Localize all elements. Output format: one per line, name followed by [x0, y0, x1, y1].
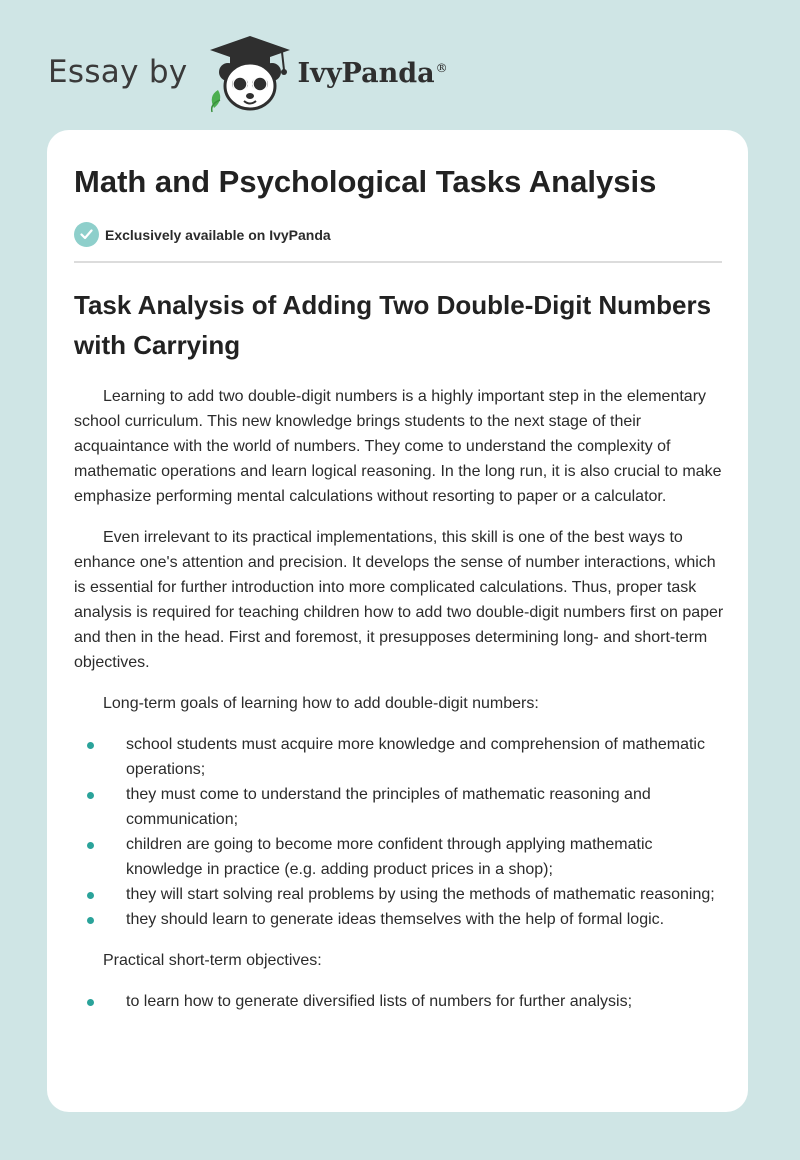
- list-item-text: to learn how to generate diversified lists of numbers for further analysis;: [126, 993, 633, 1010]
- bullet-icon: [87, 917, 94, 924]
- panda-graduate-icon[interactable]: [206, 34, 294, 114]
- list-item: [74, 989, 724, 1014]
- list-item: [74, 882, 724, 907]
- check-icon: [74, 222, 99, 247]
- bullet-icon: [87, 892, 94, 899]
- exclusive-badge-text: Exclusively available on IvyPanda: [105, 226, 331, 243]
- brand-label: IvyPanda: [297, 57, 435, 89]
- bullet-icon: [87, 999, 94, 1006]
- list-item-text: children are going to become more confident through applying mathematic knowledge in practice (e.g. adding product prices in a shop);: [126, 836, 653, 878]
- list-item: [74, 782, 724, 832]
- long-term-goals-list: [74, 732, 724, 932]
- divider: [74, 261, 722, 263]
- paragraph: Even irrelevant to its practical implementations, this skill is one of the best ways to enhance one's attention and precision. It develops the sense of number interactions, which is essential for further introduction into more complicated calculations. Thus, proper task analysis is required for teaching children how to add two double-digit numbers first on paper and then in the head. First and foremost, it presupposes determining long- and short-term objectives.: [74, 529, 724, 671]
- bullet-icon: [87, 842, 94, 849]
- essay-card: [47, 130, 748, 1112]
- list-item-text: they must come to understand the principles of mathematic reasoning and communication;: [126, 786, 651, 828]
- registered-mark: ®: [435, 60, 448, 75]
- paragraph: Learning to add two double-digit numbers is a highly important step in the elementary school curriculum. This new knowledge brings students to the next stage of their acquaintance with the world of numbers. They come to understand the complexity of mathematic operations and learn logical reasoning. In the long run, it is also crucial to make emphasize performing mental calculations without resorting to paper or a calculator.: [74, 388, 722, 505]
- list-item: [74, 832, 724, 882]
- brand-name[interactable]: [298, 58, 448, 89]
- section-title: Task Analysis of Adding Two Double-Digit Numbers with Carrying: [74, 290, 712, 360]
- long-term-goals-heading: Long-term goals of learning how to add double-digit numbers:: [103, 695, 539, 712]
- bullet-icon: [87, 742, 94, 749]
- article-body: [74, 384, 724, 1030]
- list-item: [74, 907, 724, 932]
- list-item-text: they will start solving real problems by using the methods of mathematic reasoning;: [126, 886, 715, 903]
- exclusive-badge: [74, 222, 331, 247]
- list-item: [74, 732, 724, 782]
- bullet-icon: [87, 792, 94, 799]
- short-term-objectives-list: [74, 989, 724, 1014]
- short-term-objectives-heading: Practical short-term objectives:: [103, 952, 322, 969]
- essay-by-label: Essay by: [48, 54, 188, 90]
- page-title: Math and Psychological Tasks Analysis: [74, 164, 657, 199]
- list-item-text: they should learn to generate ideas themselves with the help of formal logic.: [126, 911, 665, 928]
- site-header: [48, 34, 448, 114]
- list-item-text: school students must acquire more knowledge and comprehension of mathematic operations;: [126, 736, 705, 778]
